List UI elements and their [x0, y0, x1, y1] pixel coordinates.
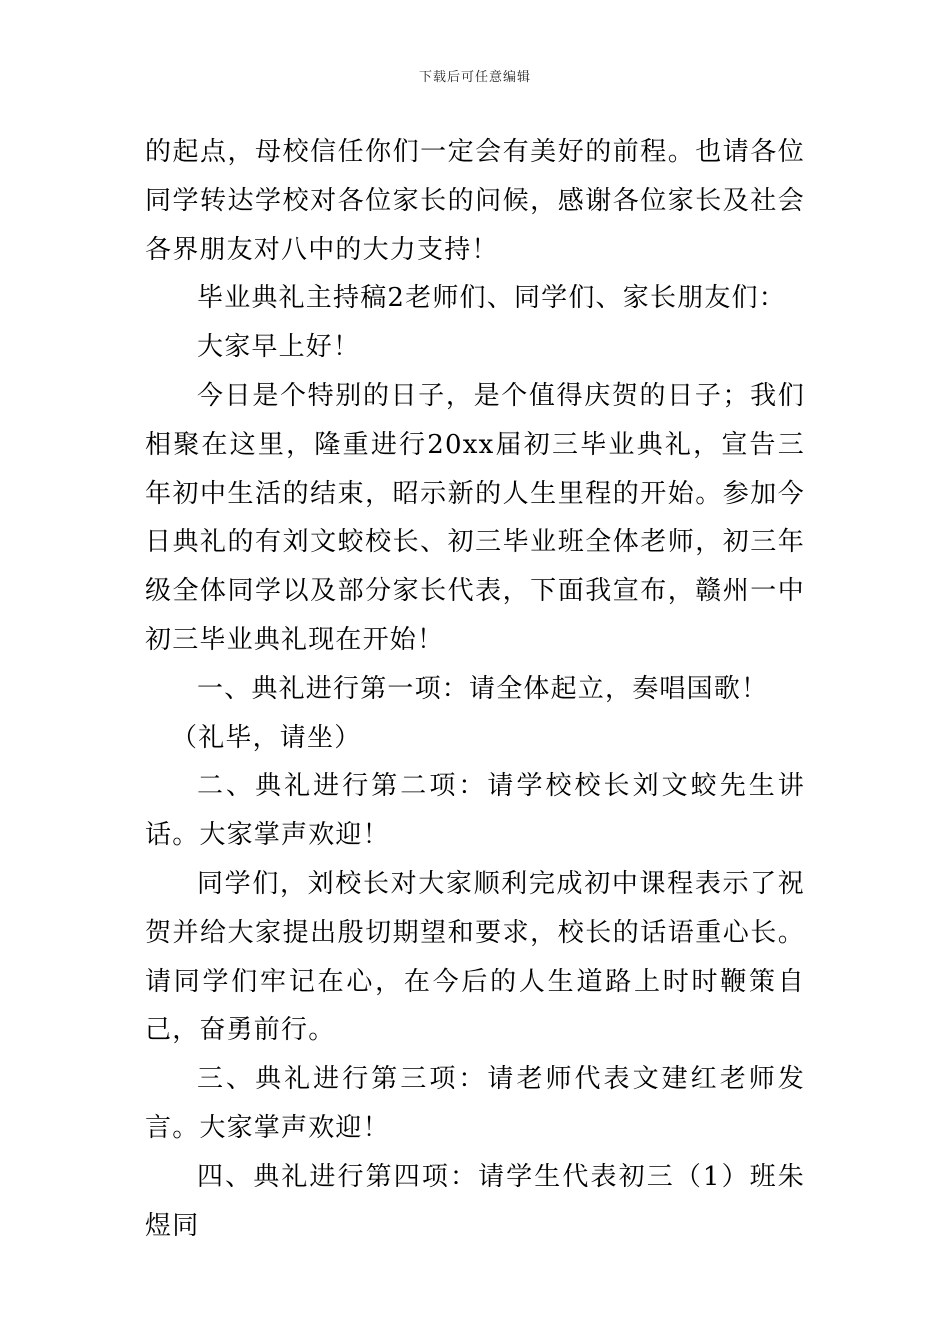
paragraph-item-two: 二、典礼进行第二项：请学校校长刘文蛟先生讲话。大家掌声欢迎！: [145, 771, 805, 851]
paragraph-opening: 今日是个特别的日子，是个值得庆贺的日子；我们相聚在这里，隆重进行20xx届初三毕业典礼，宣告三年初中生活的结束，昭示新的人生里程的开始。参加今日典礼的有刘文蛟校长、初三毕业班全体老师，初三年级全体同学以及部分家长代表，下面我宣布，赣州一中初三毕业典礼现在开始！: [145, 380, 805, 655]
paragraph-be-seated: （礼毕，请坐）: [171, 722, 362, 753]
page-header-note: 下载后可任意编辑: [418, 70, 531, 85]
paragraph-item-four: 四、典礼进行第四项：请学生代表初三（1）班朱煜同: [145, 1161, 805, 1241]
paragraph-item-one: 一、典礼进行第一项：请全体起立，奏唱国歌！: [197, 673, 769, 704]
document-body: [145, 128, 805, 1250]
paragraph-item-three: 三、典礼进行第三项：请老师代表文建红老师发言。大家掌声欢迎！: [145, 1064, 805, 1143]
paragraph-greeting: 大家早上好！: [197, 332, 361, 363]
paragraph-principal-summary: 同学们，刘校长对大家顺利完成初中课程表示了祝贺并给大家提出殷切期望和要求，校长的话语重心长。请同学们牢记在心，在今后的人生道路上时时鞭策自己，奋勇前行。: [145, 868, 805, 1046]
paragraph-continuation: 的起点，母校信任你们一定会有美好的前程。也请各位同学转达学校对各位家长的问候，感谢各位家长及社会各界朋友对八中的大力支持！: [145, 137, 805, 265]
paragraph-host-script-title: 毕业典礼主持稿2老师们、同学们、家长朋友们：: [197, 283, 786, 314]
